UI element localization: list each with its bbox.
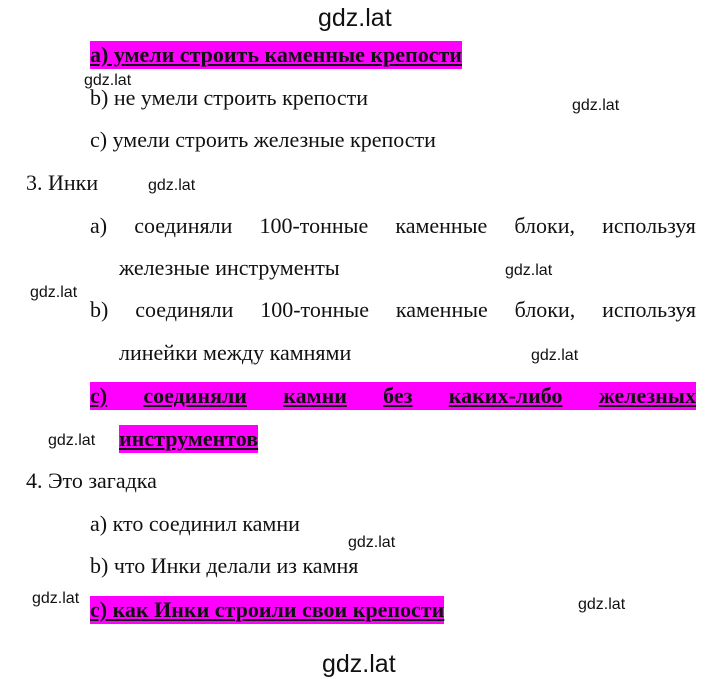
watermark: gdz.lat [578, 596, 626, 613]
watermark: gdz.lat [148, 177, 196, 194]
word: a) [90, 213, 108, 238]
word: каменные [395, 297, 488, 322]
watermark: gdz.lat [32, 590, 80, 607]
watermark: gdz.lat [318, 4, 392, 32]
watermark: gdz.lat [531, 347, 579, 364]
watermark: gdz.lat [505, 262, 553, 279]
q3-option-c-line1-highlighted [90, 382, 696, 410]
word: камни [283, 383, 347, 408]
word: соединяли [135, 297, 234, 322]
q4-option-c-highlighted: c) как Инки строили свои крепости [90, 597, 445, 622]
word: c) [90, 383, 108, 408]
watermark: gdz.lat [30, 284, 78, 301]
word: блоки, [514, 213, 575, 238]
word: без [383, 383, 413, 408]
answer-option-a-highlighted: a) умели строить каменные крепости [90, 42, 462, 67]
word: 100-тонные [259, 213, 369, 238]
word: каменные [395, 213, 488, 238]
question-3-title: 3. Инки [26, 170, 99, 195]
watermark: gdz.lat [322, 650, 396, 678]
word: b) [90, 297, 109, 322]
q4-option-b: b) что Инки делали из камня [90, 553, 359, 578]
word: 100-тонные [260, 297, 369, 322]
q3-option-a-line2: железные инструменты [119, 255, 340, 280]
q3-option-a-line1 [90, 212, 696, 240]
word: блоки, [514, 297, 576, 322]
watermark: gdz.lat [84, 72, 132, 89]
watermark: gdz.lat [348, 534, 396, 551]
q3-option-c-line2-highlighted: инструментов [119, 426, 259, 451]
word: соединяли [134, 213, 233, 238]
word: используя [602, 297, 696, 322]
answer-option-c: c) умели строить железные крепости [90, 127, 436, 152]
answer-option-b: b) не умели строить крепости [90, 85, 369, 110]
watermark: gdz.lat [48, 432, 96, 449]
word: железных [598, 383, 696, 408]
watermark: gdz.lat [572, 97, 620, 114]
word: соединяли [143, 383, 247, 408]
word: используя [602, 213, 696, 238]
word: каких-либо [448, 383, 563, 408]
q4-option-a: a) кто соединил камни [90, 511, 300, 536]
q3-option-b-line1 [90, 296, 696, 324]
q3-option-b-line2: линейки между камнями [119, 340, 352, 365]
question-4-title: 4. Это загадка [26, 468, 157, 493]
